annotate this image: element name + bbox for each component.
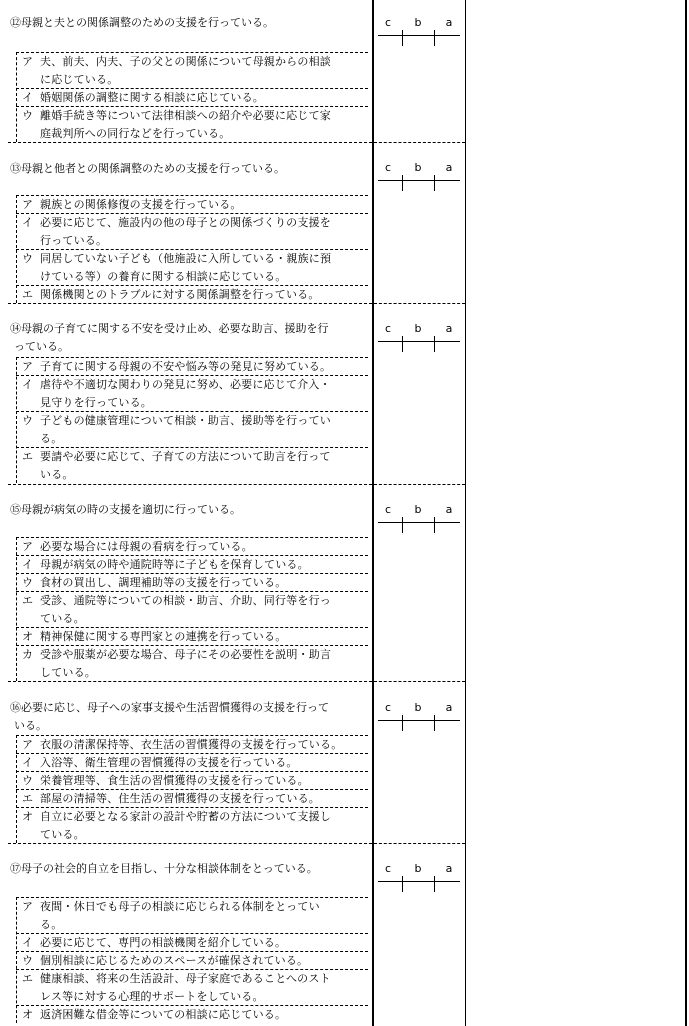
item-marker: エ: [22, 792, 33, 805]
item-text: [40, 736, 368, 754]
list-item: [16, 573, 368, 591]
item-marker: オ: [22, 630, 33, 643]
rating-scale-tick: [434, 715, 435, 731]
item-text: [40, 772, 368, 790]
right-page-border: [685, 0, 687, 1026]
item-text-line: る。: [40, 918, 63, 931]
list-item: [16, 195, 368, 213]
item-text: [40, 574, 368, 592]
rating-scale-line: [378, 341, 460, 342]
item-marker: イ: [22, 378, 33, 391]
item-marker: ウ: [22, 576, 33, 589]
rating-option-c[interactable]: c: [384, 503, 392, 516]
item-list-left-border: [16, 897, 17, 1023]
item-marker: ウ: [22, 774, 33, 787]
list-item: [16, 735, 368, 753]
item-text-line: している。: [40, 666, 96, 679]
item-text-line: 健康相談、将来の生活設計、母子家庭であることへのスト: [40, 972, 331, 985]
item-text-line: 虐待や不適切な関わりの発見に努め、必要に応じて介入・: [40, 378, 331, 391]
item-text-line: 離婚手続き等について法律相談への紹介や必要に応じて家: [40, 109, 331, 122]
rating-scale-tick: [434, 336, 435, 352]
section-divider-rating: [374, 843, 465, 844]
item-text-line: 受診や服薬が必要な場合、母子にその必要性を説明・助言: [40, 648, 332, 661]
rating-option-a[interactable]: a: [445, 16, 453, 29]
item-marker: エ: [22, 594, 33, 607]
list-item: [16, 447, 368, 483]
rating-option-c[interactable]: c: [384, 16, 392, 29]
item-marker: ア: [22, 360, 33, 373]
item-text-line: 必要に応じて、専門の相談機関を紹介している。: [40, 936, 287, 949]
section-title: ⑬母親と他者との関係調整のための支援を行っている。: [10, 162, 285, 175]
list-item: [16, 807, 368, 843]
item-text: [40, 214, 368, 250]
list-item: [16, 357, 368, 375]
item-text-line: ている。: [40, 828, 85, 841]
item-text-line: 衣服の清潔保持等、衣生活の習慣獲得の支援を行っている。: [40, 738, 343, 751]
item-text: [40, 970, 368, 1006]
item-text: [40, 250, 368, 286]
item-text-line: 入浴等、衛生管理の習慣獲得の支援を行っている。: [40, 756, 298, 769]
item-text-line: 母親が病気の時や通院時等に子どもを保育している。: [40, 558, 309, 571]
section-divider: [8, 843, 372, 844]
item-text: [40, 448, 368, 484]
rating-scale-tick: [434, 517, 435, 533]
item-text-line: 食材の買出し、調理補助等の支援を行っている。: [40, 576, 287, 589]
list-item: [16, 789, 368, 807]
list-item: [16, 537, 368, 555]
item-text: [40, 286, 368, 304]
rating-scale-line: [378, 522, 460, 523]
list-item: [16, 249, 368, 285]
item-text-line: 行っている。: [40, 234, 108, 247]
rating-option-c[interactable]: c: [384, 161, 392, 174]
item-text-line: 子どもの健康管理について相談・助言、援助等を行ってい: [40, 414, 331, 427]
item-list-left-border: [16, 357, 17, 483]
list-item: [16, 933, 368, 951]
section-title-continuation: っている。: [14, 340, 69, 353]
rating-scale[interactable]: [378, 163, 460, 193]
item-text-line: 自立に必要となる家計の設計や貯蓄の方法について支援し: [40, 810, 331, 823]
rating-option-a[interactable]: a: [445, 503, 453, 516]
section-title: ⑮母親が病気の時の支援を適切に行っている。: [10, 503, 241, 516]
item-text: [40, 358, 368, 376]
list-item: [16, 951, 368, 969]
section-title: ⑫母親と夫との関係調整のための支援を行っている。: [10, 16, 274, 29]
item-marker: ア: [22, 738, 33, 751]
item-text-line: 夜間・休日でも母子の相談に応じられる体制をとってい: [40, 900, 320, 913]
item-text: [40, 898, 368, 934]
rating-option-b[interactable]: b: [414, 322, 422, 335]
item-marker: イ: [22, 558, 33, 571]
item-text-line: 受診、通院等についての相談・助言、介助、同行等を行っ: [40, 594, 331, 607]
item-text-line: 庭裁判所への同行などを行っている。: [40, 127, 231, 140]
item-text-line: 必要に応じて、施設内の他の母子との関係づくりの支援を: [40, 216, 331, 229]
item-text: [40, 376, 368, 412]
item-text: [40, 754, 368, 772]
rating-option-c[interactable]: c: [384, 322, 392, 335]
item-text: [40, 934, 368, 952]
item-marker: オ: [22, 810, 33, 823]
item-text: [40, 1006, 368, 1024]
item-marker: ウ: [22, 954, 33, 967]
section-title: ⑯必要に応じ、母子への家事支援や生活習慣獲得の支援を行って: [10, 701, 329, 714]
section-divider: [8, 681, 372, 682]
rating-scale-line: [378, 881, 460, 882]
item-text: [40, 790, 368, 808]
section-divider-rating: [374, 681, 465, 682]
item-marker: ア: [22, 55, 33, 68]
rating-option-b[interactable]: b: [414, 503, 422, 516]
rating-scale[interactable]: [378, 864, 460, 894]
section-title: ⑰母子の社会的自立を目指し、十分な相談体制をとっている。: [10, 862, 318, 875]
rating-scale-line: [378, 35, 460, 36]
section-divider-rating: [374, 142, 465, 143]
item-text: [40, 556, 368, 574]
item-text: [40, 592, 368, 628]
item-text-line: 要請や必要に応じて、子育ての方法について助言を行って: [40, 450, 331, 463]
item-marker: イ: [22, 936, 33, 949]
list-item: [16, 897, 368, 933]
rating-scale-tick: [402, 715, 403, 731]
item-marker: ア: [22, 198, 33, 211]
list-item: [16, 411, 368, 447]
rating-column-border: [465, 0, 466, 1026]
item-text-line: 精神保健に関する専門家との連携を行っている。: [40, 630, 287, 643]
rating-scale[interactable]: [378, 703, 460, 733]
rating-scale-tick: [402, 876, 403, 892]
list-item: [16, 1005, 368, 1023]
section-divider-rating: [374, 303, 465, 304]
list-item: [16, 969, 368, 1005]
section-title-continuation: いる。: [14, 719, 47, 732]
list-item: [16, 88, 368, 106]
rating-scale-line: [378, 720, 460, 721]
rating-scale-tick: [434, 30, 435, 46]
rating-option-a[interactable]: a: [445, 701, 453, 714]
list-item: [16, 555, 368, 573]
rating-scale-tick: [402, 517, 403, 533]
item-text: [40, 53, 368, 89]
item-text-line: ている。: [40, 612, 85, 625]
item-text-line: る。: [40, 432, 63, 445]
item-marker: ウ: [22, 252, 33, 265]
rating-option-b[interactable]: b: [414, 862, 422, 875]
item-text-line: 婚姻関係の調整に関する相談に応じている。: [40, 91, 264, 104]
item-marker: イ: [22, 756, 33, 769]
section-divider: [8, 142, 372, 143]
item-text: [40, 412, 368, 448]
item-marker: オ: [22, 1008, 33, 1021]
section-divider-rating: [374, 484, 465, 485]
item-text-line: 返済困難な借金等についての相談に応じている。: [40, 1008, 287, 1021]
list-item: [16, 213, 368, 249]
item-list-left-border: [16, 735, 17, 843]
list-item: [16, 771, 368, 789]
item-text: [40, 808, 368, 844]
item-text-line: いる。: [40, 468, 74, 481]
section-divider: [8, 484, 372, 485]
item-marker: エ: [22, 450, 33, 463]
rating-scale-tick: [402, 30, 403, 46]
section-title: ⑭母親の子育てに関する不安を受け止め、必要な助言、援助を行: [10, 322, 329, 335]
item-text-line: 部屋の清掃等、住生活の習慣獲得の支援を行っている。: [40, 792, 320, 805]
item-text-line: 親族との関係修復の支援を行っている。: [40, 198, 242, 211]
item-text-line: 必要な場合には母親の看病を行っている。: [40, 540, 253, 553]
item-text: [40, 196, 368, 214]
item-text-line: 夫、前夫、内夫、子の父との関係について母親からの相談: [40, 55, 331, 68]
rating-option-c[interactable]: c: [384, 862, 392, 875]
item-marker: ア: [22, 540, 33, 553]
rating-option-b[interactable]: b: [414, 161, 422, 174]
item-text-line: 見守りを行っている。: [40, 396, 152, 409]
item-marker: イ: [22, 91, 33, 104]
list-item: [16, 645, 368, 681]
rating-scale[interactable]: [378, 324, 460, 354]
item-marker: イ: [22, 216, 33, 229]
item-text: [40, 628, 368, 646]
list-item: [16, 753, 368, 771]
item-text-line: レス等に対する心理的サポートをしている。: [40, 990, 264, 1003]
item-text-line: 子育てに関する母親の不安や悩み等の発見に努めている。: [40, 360, 332, 373]
item-list-left-border: [16, 52, 17, 142]
item-marker: ウ: [22, 109, 33, 122]
item-text: [40, 538, 368, 556]
item-marker: エ: [22, 288, 33, 301]
item-marker: ウ: [22, 414, 33, 427]
item-list-left-border: [16, 537, 17, 681]
rating-scale-line: [378, 180, 460, 181]
section-divider: [8, 303, 372, 304]
left-column-border: [372, 0, 374, 1026]
list-item: [16, 591, 368, 627]
item-marker: カ: [22, 648, 33, 661]
list-item: [16, 52, 368, 88]
rating-scale[interactable]: [378, 505, 460, 535]
rating-scale-tick: [402, 175, 403, 191]
rating-scale-tick: [434, 876, 435, 892]
list-item: [16, 375, 368, 411]
rating-option-a[interactable]: a: [445, 161, 453, 174]
item-text-line: けている等）の養育に関する相談に応じている。: [40, 270, 287, 283]
item-text: [40, 952, 368, 970]
rating-option-a[interactable]: a: [445, 862, 453, 875]
rating-option-c[interactable]: c: [384, 701, 392, 714]
rating-option-a[interactable]: a: [445, 322, 453, 335]
rating-scale-tick: [434, 175, 435, 191]
item-text-line: 関係機関とのトラブルに対する関係調整を行っている。: [40, 288, 320, 301]
rating-scale-tick: [402, 336, 403, 352]
rating-scale[interactable]: [378, 18, 460, 48]
item-text-line: 個別相談に応じるためのスペースが確保されている。: [40, 954, 309, 967]
item-text-line: 同居していない子ども（他施設に入所している・親族に預: [40, 252, 332, 265]
item-marker: ア: [22, 900, 33, 913]
rating-option-b[interactable]: b: [414, 16, 422, 29]
list-item: [16, 285, 368, 303]
item-text: [40, 646, 368, 682]
item-text-line: 栄養管理等、食生活の習慣獲得の支援を行っている。: [40, 774, 309, 787]
rating-option-b[interactable]: b: [414, 701, 422, 714]
item-list-left-border: [16, 195, 17, 303]
item-text-line: に応じている。: [40, 73, 119, 86]
list-item: [16, 106, 368, 142]
item-marker: エ: [22, 972, 33, 985]
item-text: [40, 89, 368, 107]
item-text: [40, 107, 368, 143]
list-item: [16, 627, 368, 645]
